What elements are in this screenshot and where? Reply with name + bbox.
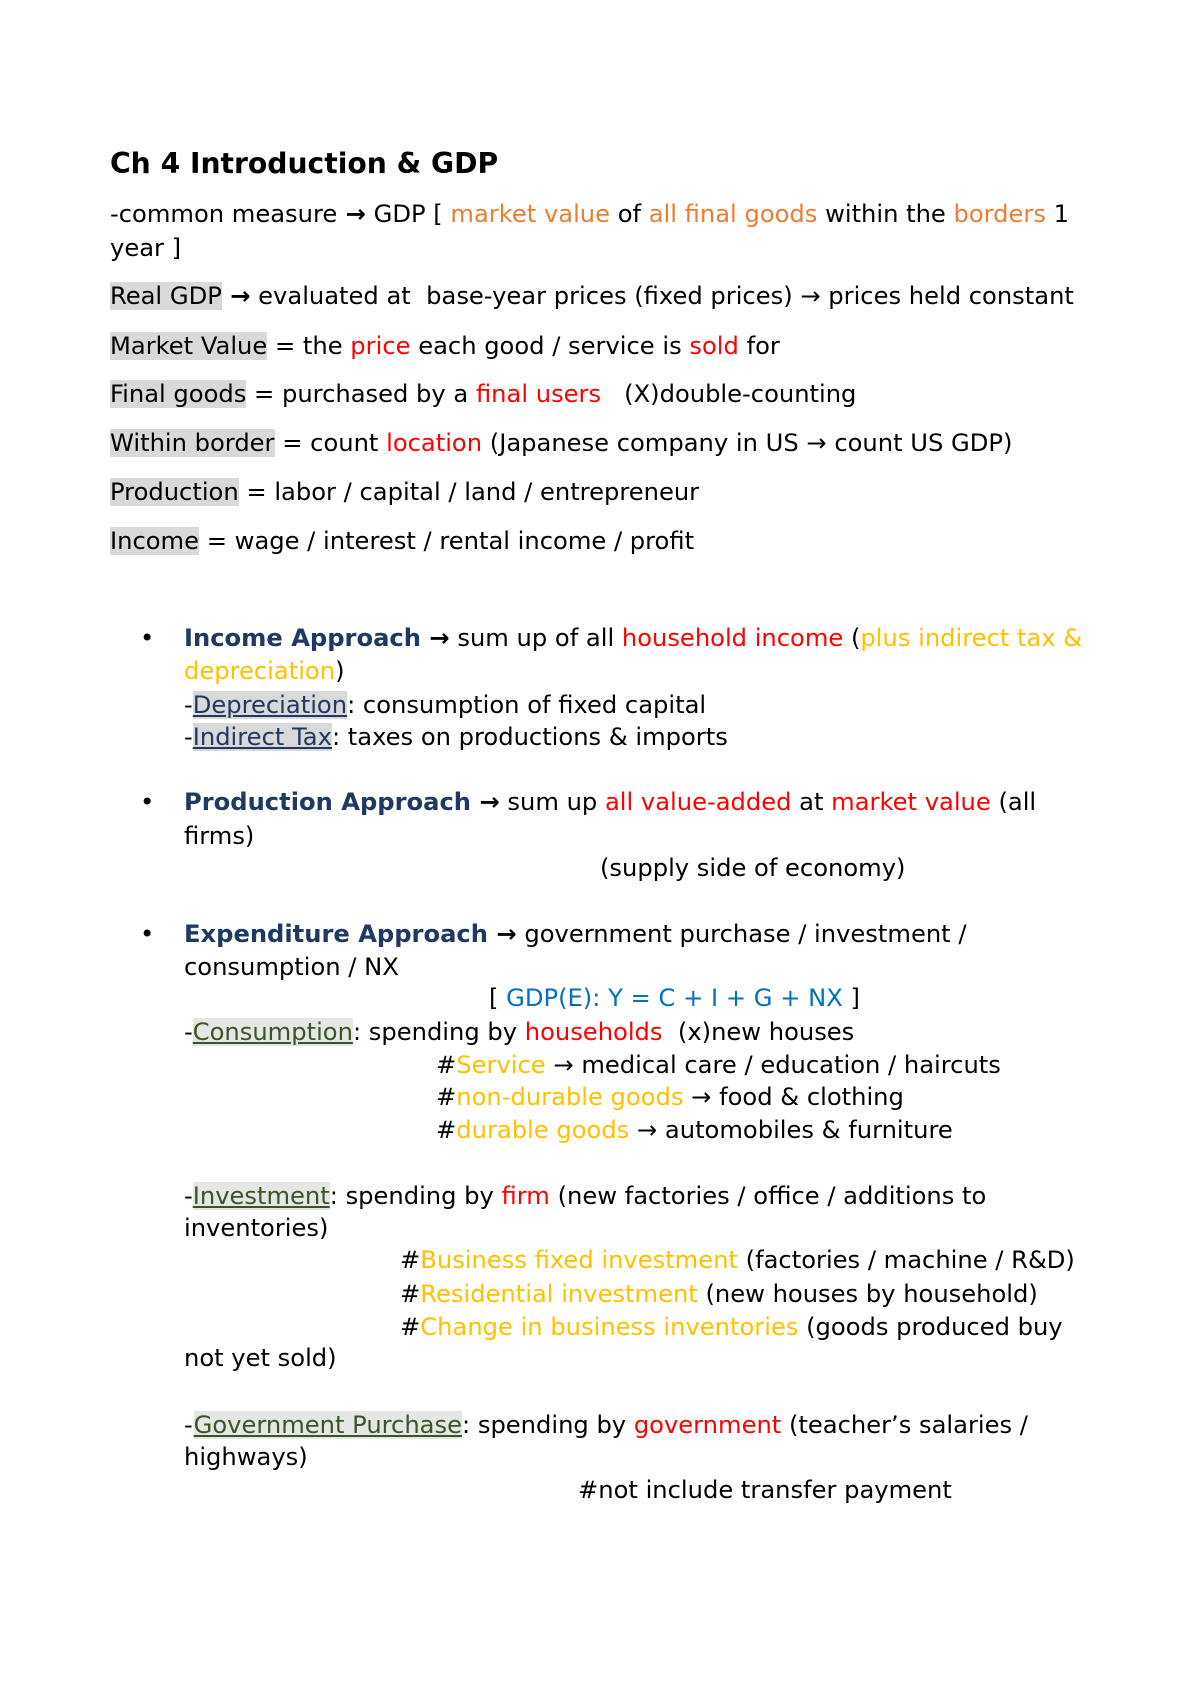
text-segment: - bbox=[184, 1411, 194, 1439]
bullet-marker: • bbox=[140, 920, 155, 948]
text-segment: ( bbox=[843, 624, 861, 652]
text-segment: (all bbox=[990, 788, 1037, 816]
expenditure-approach-line bbox=[184, 918, 966, 951]
gdp-formula: GDP(E): Y = C + I + G + NX bbox=[506, 984, 843, 1012]
text-segment: → automobiles & furniture bbox=[629, 1116, 953, 1144]
depreciation-line bbox=[184, 689, 706, 722]
highlighted-phrase: location bbox=[386, 429, 483, 457]
consumption-line bbox=[184, 1016, 854, 1049]
approach-heading: Expenditure Approach bbox=[184, 920, 488, 948]
text-segment: highways) bbox=[184, 1443, 308, 1471]
within-border-line bbox=[110, 427, 1012, 460]
text-segment: = wage / interest / rental income / profit bbox=[199, 527, 695, 555]
text-segment: : spending by bbox=[329, 1182, 502, 1210]
text-segment: = purchased by a bbox=[246, 380, 476, 408]
text-segment: year ] bbox=[110, 234, 182, 262]
real-gdp-line bbox=[110, 280, 1074, 313]
text-segment: - bbox=[184, 723, 193, 751]
text-segment: - bbox=[184, 691, 193, 719]
text-segment: ] bbox=[842, 984, 860, 1012]
text-segment: (x)new houses bbox=[662, 1018, 855, 1046]
highlighted-phrase: household income bbox=[621, 624, 844, 652]
text-segment: GDP [ bbox=[365, 200, 451, 228]
text-segment: : consumption of fixed capital bbox=[347, 691, 707, 719]
text-segment: (teacher’s salaries / bbox=[781, 1411, 1028, 1439]
highlighted-phrase: plus indirect tax & bbox=[860, 624, 1083, 652]
text-segment: -common measure bbox=[110, 200, 338, 228]
consumption-category-line bbox=[436, 1114, 953, 1147]
income-approach-line bbox=[184, 622, 1082, 655]
text-segment: at bbox=[791, 788, 832, 816]
text-segment: : spending by bbox=[462, 1411, 634, 1439]
component-term: Government Purchase bbox=[193, 1411, 462, 1439]
text-segment: each good / service is bbox=[410, 332, 690, 360]
component-term: Depreciation bbox=[192, 691, 348, 719]
bullet-marker: • bbox=[140, 624, 155, 652]
highlighted-phrase: final users bbox=[475, 380, 602, 408]
text-segment: # bbox=[400, 1246, 421, 1274]
text-segment: (X)double-counting bbox=[601, 380, 857, 408]
highlighted-phrase: non-durable goods bbox=[456, 1083, 684, 1111]
text-segment: → food & clothing bbox=[683, 1083, 904, 1111]
text-segment: → medical care / education / haircuts bbox=[545, 1051, 1001, 1079]
text-segment: = labor / capital / land / entrepreneur bbox=[238, 478, 700, 506]
gdp-formula-line bbox=[489, 982, 860, 1015]
approach-heading: Production Approach bbox=[184, 788, 472, 816]
highlighted-phrase: Business fixed investment bbox=[420, 1246, 738, 1274]
text-segment: = the bbox=[267, 332, 351, 360]
investment-line bbox=[184, 1180, 986, 1213]
text-segment: (Japanese company in US → count US GDP) bbox=[482, 429, 1013, 457]
text-segment: # bbox=[400, 1313, 421, 1341]
highlighted-phrase: Change in business inventories bbox=[420, 1313, 799, 1341]
text-segment: # bbox=[400, 1280, 421, 1308]
highlighted-phrase: borders bbox=[953, 200, 1046, 228]
text-segment: not yet sold) bbox=[184, 1344, 337, 1372]
highlighted-phrase: Residential investment bbox=[420, 1280, 698, 1308]
text-segment: for bbox=[738, 332, 780, 360]
arrow-icon: → bbox=[487, 920, 517, 948]
text-segment: : spending by bbox=[352, 1018, 525, 1046]
defined-term: Income bbox=[110, 527, 200, 555]
component-term: Investment bbox=[192, 1182, 330, 1210]
page-title: Ch 4 Introduction & GDP bbox=[110, 147, 499, 180]
indirect-tax-line bbox=[184, 721, 728, 754]
text-segment: # bbox=[436, 1051, 457, 1079]
investment-line bbox=[184, 1212, 328, 1245]
arrow-icon: → bbox=[420, 624, 450, 652]
text-segment: (factories / machine / R&D) bbox=[737, 1246, 1075, 1274]
text-segment: (goods produced buy bbox=[798, 1313, 1063, 1341]
text-segment: (new factories / office / additions to bbox=[549, 1182, 987, 1210]
text-segment: consumption / NX bbox=[184, 953, 399, 981]
highlighted-phrase: all value-added bbox=[604, 788, 792, 816]
text-segment: - bbox=[184, 1182, 193, 1210]
defined-term: Final goods bbox=[110, 380, 247, 408]
text-segment: inventories) bbox=[184, 1214, 329, 1242]
text-segment: = count bbox=[274, 429, 387, 457]
highlighted-phrase: depreciation bbox=[184, 657, 336, 685]
production-approach-line bbox=[184, 786, 1036, 819]
text-segment: government purchase / investment / bbox=[516, 920, 967, 948]
bullet-marker: • bbox=[140, 788, 155, 816]
defined-term: Real GDP bbox=[110, 282, 222, 310]
component-term: Indirect Tax bbox=[192, 723, 332, 751]
text-segment: (new houses by household) bbox=[697, 1280, 1038, 1308]
expenditure-approach-line bbox=[184, 951, 399, 984]
consumption-category-line bbox=[436, 1049, 1001, 1082]
government-purchase-line bbox=[184, 1441, 308, 1474]
text-segment: # bbox=[436, 1116, 457, 1144]
arrow-icon: → bbox=[337, 200, 366, 228]
text-segment: 1 bbox=[1045, 200, 1070, 228]
text-segment: of bbox=[610, 200, 649, 228]
approach-heading: Income Approach bbox=[184, 624, 421, 652]
text-segment: sum up of all bbox=[449, 624, 622, 652]
investment-category-line bbox=[400, 1311, 1063, 1344]
highlighted-phrase: households bbox=[524, 1018, 663, 1046]
investment-category-line bbox=[400, 1278, 1038, 1311]
highlighted-phrase: Service bbox=[456, 1051, 546, 1079]
government-purchase-line bbox=[184, 1409, 1028, 1442]
production-line bbox=[110, 476, 699, 509]
investment-category-line bbox=[184, 1342, 337, 1375]
production-approach-note bbox=[600, 852, 905, 885]
text-segment: # bbox=[436, 1083, 457, 1111]
defined-term: Market Value bbox=[110, 332, 268, 360]
defined-term: Production bbox=[110, 478, 239, 506]
gdp-definition-line bbox=[110, 232, 181, 265]
highlighted-phrase: government bbox=[633, 1411, 782, 1439]
text-segment: sum up bbox=[499, 788, 605, 816]
gdp-definition-line bbox=[110, 198, 1069, 231]
component-term: Consumption bbox=[192, 1018, 353, 1046]
production-approach-line bbox=[184, 820, 254, 853]
investment-category-line bbox=[400, 1244, 1075, 1277]
text-segment: firms) bbox=[184, 822, 255, 850]
text-segment: evaluated at base-year prices (fixed prices) → prices held constant bbox=[250, 282, 1074, 310]
government-purchase-note bbox=[578, 1474, 952, 1507]
arrow-icon: → bbox=[221, 282, 251, 310]
highlighted-phrase: market value bbox=[450, 200, 611, 228]
market-value-line bbox=[110, 330, 780, 363]
defined-term: Within border bbox=[110, 429, 275, 457]
arrow-icon: → bbox=[471, 788, 500, 816]
highlighted-phrase: firm bbox=[501, 1182, 550, 1210]
text-segment: within the bbox=[817, 200, 954, 228]
text-segment: : taxes on productions & imports bbox=[331, 723, 728, 751]
text-segment: [ bbox=[489, 984, 507, 1012]
highlighted-phrase: sold bbox=[689, 332, 739, 360]
text-segment: #not include transfer payment bbox=[578, 1476, 952, 1504]
income-approach-line bbox=[184, 655, 345, 688]
text-segment: (supply side of economy) bbox=[600, 854, 906, 882]
highlighted-phrase: price bbox=[350, 332, 411, 360]
text-segment: ) bbox=[335, 657, 345, 685]
highlighted-phrase: all final goods bbox=[648, 200, 818, 228]
text-segment: - bbox=[184, 1018, 193, 1046]
highlighted-phrase: market value bbox=[831, 788, 991, 816]
highlighted-phrase: durable goods bbox=[456, 1116, 630, 1144]
consumption-category-line bbox=[436, 1081, 904, 1114]
income-line bbox=[110, 525, 694, 558]
final-goods-line bbox=[110, 378, 856, 411]
